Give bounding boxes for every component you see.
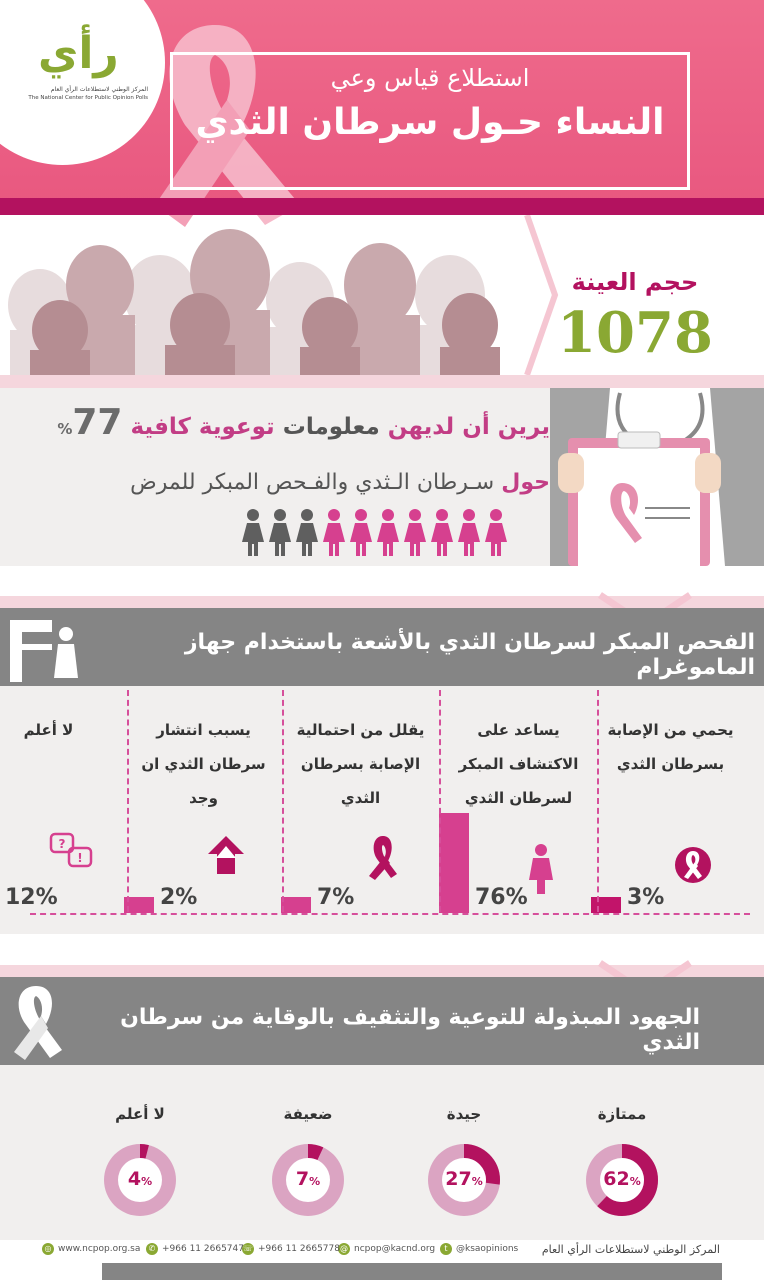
ribbon-badge-icon <box>671 843 715 897</box>
bar-category-label: يساعد على الاكتشاف المبكر لسرطان الثدي <box>458 721 579 807</box>
doctor-clipboard-illustration <box>550 388 764 566</box>
footer-website[interactable] <box>42 1243 140 1255</box>
donut-value-number: 27 <box>445 1168 472 1190</box>
bar-value-label: 76% <box>475 885 528 910</box>
awareness-percent: 77 <box>72 402 123 443</box>
fax-icon: ☏ <box>242 1244 253 1253</box>
awareness-percent-sign: % <box>57 420 73 438</box>
efforts-title: الجهود المبذولة للتوعية والتثقيف بالوقاية من سرطان الثدي <box>120 1005 700 1055</box>
bar-value-label: 3% <box>627 885 665 910</box>
awareness-line2-a: حول <box>501 470 550 495</box>
bar <box>591 897 621 913</box>
page-subtitle: استطلاع قياس وعي <box>330 64 530 92</box>
mammography-machine-icon <box>8 612 88 684</box>
footer-phone2-text: +966 11 2665747 <box>162 1244 244 1254</box>
page-title: النساء حـول سرطان الثدي <box>195 102 665 143</box>
donut-value-unit: % <box>471 1175 483 1188</box>
awareness-text-c: توعوية كافية <box>130 414 275 440</box>
woman-figure-icon <box>269 509 291 556</box>
bar-category-label: لا أعلم <box>23 721 74 739</box>
donut-value-unit: % <box>141 1175 153 1188</box>
bar <box>281 897 311 913</box>
donut-value-label <box>422 1168 506 1190</box>
bar-category-label: يقلل من احتمالية الإصابة بسرطان الثدي <box>296 721 425 807</box>
bar-value-label: 7% <box>317 885 355 910</box>
awareness-line2 <box>20 470 550 495</box>
donut-value-unit: % <box>309 1175 321 1188</box>
bar <box>439 813 469 913</box>
footer-strip <box>102 1263 722 1280</box>
column-divider <box>282 690 284 912</box>
donut-value-number: 7 <box>295 1168 310 1190</box>
donut-value-unit: % <box>629 1175 641 1188</box>
logo-name-en: The National Center for Public Opinion Polls <box>28 95 148 101</box>
footer-twitter-text: @ksaopinions <box>456 1244 519 1254</box>
footer-email[interactable] <box>338 1243 435 1255</box>
footer-phone-2[interactable] <box>146 1243 244 1255</box>
arrow-up-icon <box>204 832 248 886</box>
donut-value-label <box>98 1168 182 1190</box>
donut-category-label: لا أعلم <box>115 1105 165 1123</box>
donut-value-label <box>580 1168 664 1190</box>
pink-ribbon-icon <box>361 832 405 886</box>
logo-mark: رأي <box>38 28 119 79</box>
email-icon: @ <box>340 1244 348 1253</box>
footer-twitter[interactable] <box>440 1243 518 1255</box>
bar-value-label: 12% <box>5 885 58 910</box>
woman-figure-icon <box>458 509 480 556</box>
question-chat-icon <box>49 830 93 884</box>
bar-value-label: 2% <box>160 885 198 910</box>
svg-text:?: ? <box>58 837 66 851</box>
awareness-text-a: يرين أن لديهن <box>387 414 550 440</box>
donut-value-number: 4 <box>127 1168 142 1190</box>
logo-name-ar: المركز الوطني لاستطلاعات الرأي العام <box>50 86 148 93</box>
woman-figure-icon <box>377 509 399 556</box>
awareness-statement <box>20 402 550 443</box>
column-divider <box>597 690 599 912</box>
donut-category-label: جيدة <box>446 1105 482 1123</box>
chart-baseline <box>30 913 750 915</box>
woman-figure-icon <box>431 509 453 556</box>
svg-text:!: ! <box>77 851 83 865</box>
section-divider <box>0 375 764 388</box>
donut-category-label: ضعيفة <box>283 1105 333 1123</box>
globe-icon: ◎ <box>42 1243 54 1255</box>
woman-figures-row <box>242 508 522 558</box>
donut-value-label <box>266 1168 350 1190</box>
woman-figure-icon <box>296 509 318 556</box>
women-silhouettes-illustration <box>0 215 530 375</box>
donut-value-number: 62 <box>603 1168 630 1190</box>
footer-phone-1[interactable] <box>242 1243 340 1255</box>
woman-figure-icon <box>323 509 345 556</box>
donut-category-label: ممتازة <box>597 1105 647 1123</box>
awareness-ribbon-icon <box>6 982 66 1062</box>
woman-figure-icon <box>485 509 507 556</box>
woman-figure-icon <box>350 509 372 556</box>
column-divider <box>127 690 129 912</box>
woman-figure-icon <box>242 509 264 556</box>
bar-category-label: يحمي من الإصابة بسرطان الثدي <box>607 721 734 773</box>
sample-size-value: 1078 <box>557 300 713 366</box>
sample-size-label: حجم العينة <box>571 268 699 296</box>
woman-figure-icon <box>404 509 426 556</box>
footer-org-name: المركز الوطني لاستطلاعات الرأي العام <box>541 1243 720 1256</box>
footer-email-text: ncpop@kacnd.org <box>354 1244 436 1254</box>
mammography-title: الفحص المبكر لسرطان الثدي بالأشعة باستخدام جهاز الماموغرام <box>184 630 755 680</box>
column-divider <box>439 690 441 912</box>
footer-website-text: www.ncpop.org.sa <box>58 1244 141 1254</box>
footer-phone1-text: +966 11 2665778 <box>258 1244 340 1254</box>
phone-icon: ✆ <box>146 1243 158 1255</box>
header-band <box>0 198 764 215</box>
awareness-text-b: معلومات <box>282 414 380 440</box>
bar-category-label: يسبب انتشار سرطان الثدي ان وجد <box>141 721 266 807</box>
twitter-icon: t <box>440 1243 452 1255</box>
awareness-line2-b: سـرطان الـثدي والفـحص المبكر للمرض <box>130 470 495 495</box>
